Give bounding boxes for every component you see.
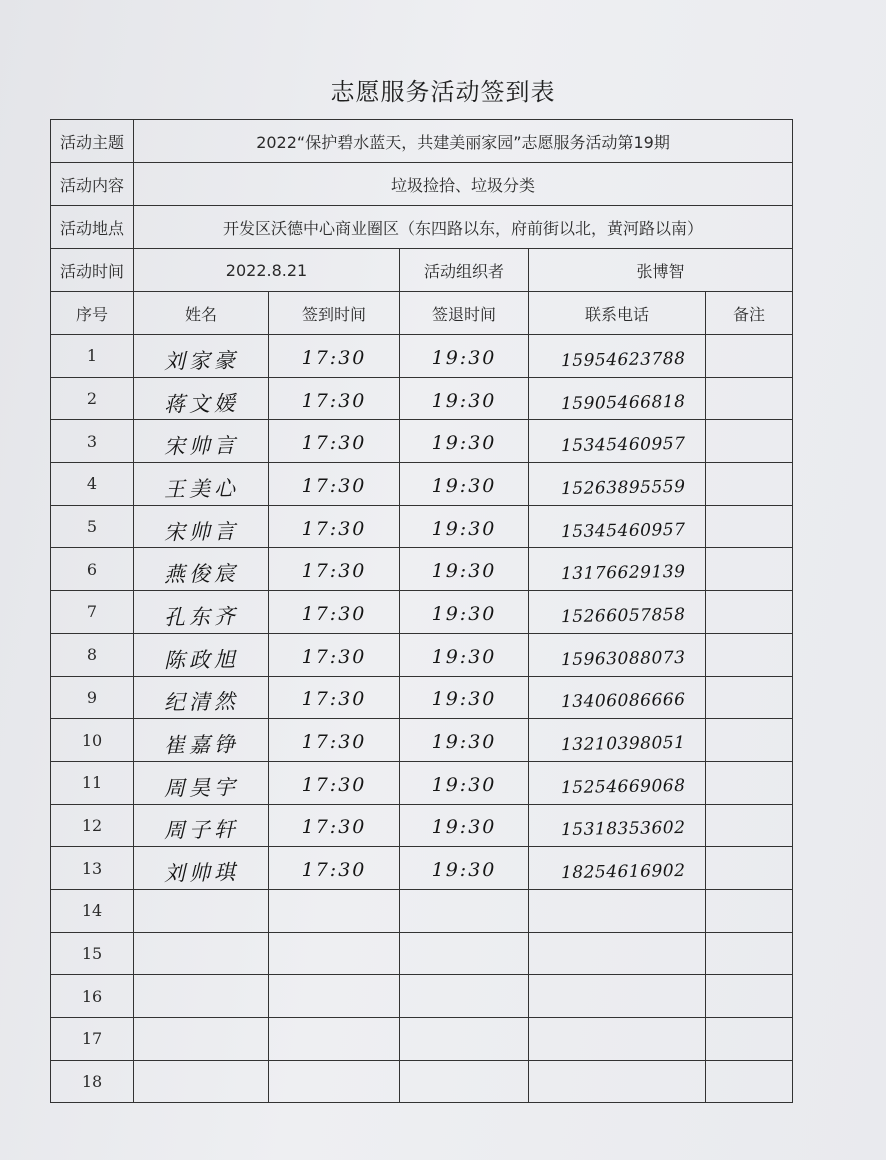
- table-row: [51, 591, 793, 634]
- participant-name-cell: [134, 676, 269, 719]
- note-cell: [706, 1060, 793, 1103]
- sign-out-time-cell: [400, 335, 529, 378]
- sign-in-time: 17:30: [301, 688, 367, 711]
- sign-in-time: 17:30: [301, 560, 367, 583]
- table-row: [51, 463, 793, 506]
- phone-number: 15263895559: [560, 476, 686, 499]
- note-cell: [706, 1018, 793, 1061]
- row-number: 16: [51, 975, 134, 1018]
- row-number: 13: [51, 847, 134, 890]
- row-number: 10: [51, 719, 134, 762]
- time-row: [51, 249, 793, 292]
- column-header-phone: 联系电话: [529, 292, 706, 335]
- sign-out-time: 19:30: [431, 474, 497, 497]
- participant-name-cell: [134, 335, 269, 378]
- participant-name-cell: [134, 804, 269, 847]
- sign-in-time-cell: [269, 1018, 400, 1061]
- note-cell: [706, 932, 793, 975]
- row-number: 3: [51, 420, 134, 463]
- table-row: [51, 761, 793, 804]
- sign-out-time: 19:30: [431, 432, 497, 455]
- phone-number: 15318353602: [560, 818, 686, 841]
- participant-name-cell: [134, 548, 269, 591]
- phone-number-cell: [529, 420, 706, 463]
- content-value: 垃圾捡拾、垃圾分类: [134, 163, 793, 206]
- sign-out-time-cell: [400, 719, 529, 762]
- participant-name-cell: [134, 1060, 269, 1103]
- row-number: 2: [51, 377, 134, 420]
- participant-name: 宋帅言: [163, 433, 239, 459]
- participant-name-cell: [134, 505, 269, 548]
- column-header-note: 备注: [706, 292, 793, 335]
- phone-number-cell: [529, 463, 706, 506]
- phone-number-cell: [529, 1018, 706, 1061]
- phone-number: 15345460957: [560, 434, 686, 457]
- participant-name: 崔嘉铮: [163, 732, 239, 758]
- row-number: 18: [51, 1060, 134, 1103]
- participant-name: 孔东齐: [163, 604, 239, 630]
- phone-number-cell: [529, 975, 706, 1018]
- sign-out-time: 19:30: [431, 773, 497, 796]
- phone-number-cell: [529, 761, 706, 804]
- table-row: [51, 847, 793, 890]
- table-row: [51, 804, 793, 847]
- sign-out-time-cell: [400, 975, 529, 1018]
- sign-out-time-cell: [400, 761, 529, 804]
- note-cell: [706, 889, 793, 932]
- sign-in-time-cell: [269, 804, 400, 847]
- location-value: 开发区沃德中心商业圈区（东四路以东，府前街以北，黄河路以南）: [134, 206, 793, 249]
- note-cell: [706, 377, 793, 420]
- row-number: 17: [51, 1018, 134, 1061]
- phone-number: 15954623788: [560, 348, 686, 371]
- participant-name-cell: [134, 889, 269, 932]
- row-number: 4: [51, 463, 134, 506]
- sign-in-time-cell: [269, 335, 400, 378]
- sign-out-time: 19:30: [431, 560, 497, 583]
- sign-in-time-cell: [269, 719, 400, 762]
- note-cell: [706, 463, 793, 506]
- sign-in-time: 17:30: [301, 432, 367, 455]
- column-header-no: 序号: [51, 292, 134, 335]
- phone-number: 15905466818: [560, 391, 686, 414]
- participant-name: 王美心: [163, 476, 239, 502]
- phone-number-cell: [529, 335, 706, 378]
- sign-out-time: 19:30: [431, 688, 497, 711]
- sign-out-time-cell: [400, 676, 529, 719]
- note-cell: [706, 335, 793, 378]
- row-number: 12: [51, 804, 134, 847]
- sign-in-time-cell: [269, 847, 400, 890]
- phone-number: 15963088073: [560, 647, 686, 670]
- phone-number: 13406086666: [560, 690, 686, 713]
- phone-number-cell: [529, 719, 706, 762]
- table-row: [51, 676, 793, 719]
- phone-number-cell: [529, 548, 706, 591]
- participant-name: 刘家豪: [163, 348, 239, 374]
- sign-in-time: 17:30: [301, 346, 367, 369]
- participant-name-cell: [134, 932, 269, 975]
- sign-in-time-cell: [269, 676, 400, 719]
- note-cell: [706, 975, 793, 1018]
- sign-in-time: 17:30: [301, 517, 367, 540]
- sign-out-time-cell: [400, 591, 529, 634]
- participant-name-cell: [134, 463, 269, 506]
- note-cell: [706, 847, 793, 890]
- phone-number: 15254669068: [560, 775, 686, 798]
- sign-out-time: 19:30: [431, 389, 497, 412]
- table-row: [51, 1060, 793, 1103]
- sign-out-time-cell: [400, 548, 529, 591]
- participant-name: 刘帅琪: [163, 860, 239, 886]
- theme-value: 2022“保护碧水蓝天，共建美丽家园”志愿服务活动第19期: [134, 120, 793, 163]
- note-cell: [706, 761, 793, 804]
- sign-out-time: 19:30: [431, 816, 497, 839]
- sign-out-time-cell: [400, 1060, 529, 1103]
- participant-name: 蒋文媛: [163, 390, 239, 417]
- sign-in-time: 17:30: [301, 602, 367, 625]
- phone-number: 13176629139: [560, 562, 686, 585]
- note-cell: [706, 804, 793, 847]
- theme-label: 活动主题: [51, 120, 134, 163]
- sign-in-time: 17:30: [301, 816, 367, 839]
- sign-out-time-cell: [400, 804, 529, 847]
- phone-number-cell: [529, 932, 706, 975]
- participant-name: 周子轩: [163, 817, 239, 844]
- sign-out-time-cell: [400, 889, 529, 932]
- sign-out-time-cell: [400, 633, 529, 676]
- location-label: 活动地点: [51, 206, 134, 249]
- sign-in-time: 17:30: [301, 645, 367, 668]
- sign-out-time-cell: [400, 420, 529, 463]
- table-row: [51, 633, 793, 676]
- participant-name: 燕俊宸: [163, 561, 239, 587]
- content-label: 活动内容: [51, 163, 134, 206]
- participant-name-cell: [134, 633, 269, 676]
- table-row: [51, 548, 793, 591]
- theme-row: [51, 120, 793, 163]
- participant-name-cell: [134, 719, 269, 762]
- table-row: [51, 377, 793, 420]
- sign-out-time: 19:30: [431, 731, 497, 754]
- sign-out-time: 19:30: [431, 859, 497, 882]
- row-number: 1: [51, 335, 134, 378]
- participant-name-cell: [134, 975, 269, 1018]
- sign-out-time-cell: [400, 1018, 529, 1061]
- sign-in-time-cell: [269, 932, 400, 975]
- participant-name: 陈政旭: [163, 647, 239, 673]
- sign-out-time-cell: [400, 847, 529, 890]
- phone-number-cell: [529, 889, 706, 932]
- phone-number-cell: [529, 633, 706, 676]
- table-row: [51, 719, 793, 762]
- sign-out-time: 19:30: [431, 346, 497, 369]
- note-cell: [706, 548, 793, 591]
- organizer-value: 张博智: [529, 249, 793, 292]
- phone-number-cell: [529, 1060, 706, 1103]
- row-number: 9: [51, 676, 134, 719]
- note-cell: [706, 719, 793, 762]
- sign-out-time-cell: [400, 505, 529, 548]
- table-row: [51, 932, 793, 975]
- participant-name-cell: [134, 591, 269, 634]
- sign-in-time: 17:30: [301, 474, 367, 497]
- sign-in-time-cell: [269, 505, 400, 548]
- sign-in-time-cell: [269, 420, 400, 463]
- participant-name: 宋帅言: [163, 518, 239, 545]
- sign-out-time: 19:30: [431, 602, 497, 625]
- sign-in-time: 17:30: [301, 859, 367, 882]
- sign-out-time-cell: [400, 932, 529, 975]
- column-header-row: [51, 292, 793, 335]
- row-number: 5: [51, 505, 134, 548]
- phone-number-cell: [529, 377, 706, 420]
- participant-name: 周昊宇: [163, 775, 239, 801]
- sign-in-time-cell: [269, 975, 400, 1018]
- table-row: [51, 505, 793, 548]
- sign-in-time-cell: [269, 889, 400, 932]
- sign-in-time: 17:30: [301, 773, 367, 796]
- participant-name: 纪清然: [163, 689, 239, 715]
- phone-number-cell: [529, 847, 706, 890]
- row-number: 7: [51, 591, 134, 634]
- participant-name-cell: [134, 847, 269, 890]
- table-row: [51, 889, 793, 932]
- sign-out-time-cell: [400, 463, 529, 506]
- phone-number: 15266057858: [560, 604, 686, 628]
- row-number: 6: [51, 548, 134, 591]
- participant-name-cell: [134, 761, 269, 804]
- time-label: 活动时间: [51, 249, 134, 292]
- note-cell: [706, 505, 793, 548]
- note-cell: [706, 591, 793, 634]
- row-number: 15: [51, 932, 134, 975]
- row-number: 11: [51, 761, 134, 804]
- sign-in-time-cell: [269, 377, 400, 420]
- table-row: [51, 420, 793, 463]
- sign-out-time: 19:30: [431, 517, 497, 540]
- sign-in-time: 17:30: [301, 731, 367, 754]
- row-number: 8: [51, 633, 134, 676]
- note-cell: [706, 633, 793, 676]
- sign-in-time-cell: [269, 548, 400, 591]
- table-row: [51, 1018, 793, 1061]
- sign-in-time: 17:30: [301, 389, 367, 412]
- phone-number-cell: [529, 676, 706, 719]
- phone-number: 18254616902: [560, 861, 686, 884]
- sign-in-time-cell: [269, 1060, 400, 1103]
- column-header-sign-in: 签到时间: [269, 292, 400, 335]
- sign-in-time-cell: [269, 463, 400, 506]
- table-row: [51, 335, 793, 378]
- sign-out-time: 19:30: [431, 645, 497, 668]
- organizer-label: 活动组织者: [400, 249, 529, 292]
- phone-number: 13210398051: [560, 732, 686, 756]
- phone-number: 15345460957: [560, 519, 686, 542]
- phone-number-cell: [529, 804, 706, 847]
- sign-in-table: [50, 119, 793, 1103]
- sign-in-time-cell: [269, 761, 400, 804]
- column-header-name: 姓名: [134, 292, 269, 335]
- row-number: 14: [51, 889, 134, 932]
- participant-name-cell: [134, 420, 269, 463]
- phone-number-cell: [529, 591, 706, 634]
- sign-in-time-cell: [269, 591, 400, 634]
- content-row: [51, 163, 793, 206]
- time-value: 2022.8.21: [134, 249, 400, 292]
- page-title: 志愿服务活动签到表: [330, 78, 556, 106]
- location-row: [51, 206, 793, 249]
- column-header-sign-out: 签退时间: [400, 292, 529, 335]
- sign-in-time-cell: [269, 633, 400, 676]
- participant-name-cell: [134, 377, 269, 420]
- phone-number-cell: [529, 505, 706, 548]
- sign-out-time-cell: [400, 377, 529, 420]
- note-cell: [706, 420, 793, 463]
- table-row: [51, 975, 793, 1018]
- participant-name-cell: [134, 1018, 269, 1061]
- note-cell: [706, 676, 793, 719]
